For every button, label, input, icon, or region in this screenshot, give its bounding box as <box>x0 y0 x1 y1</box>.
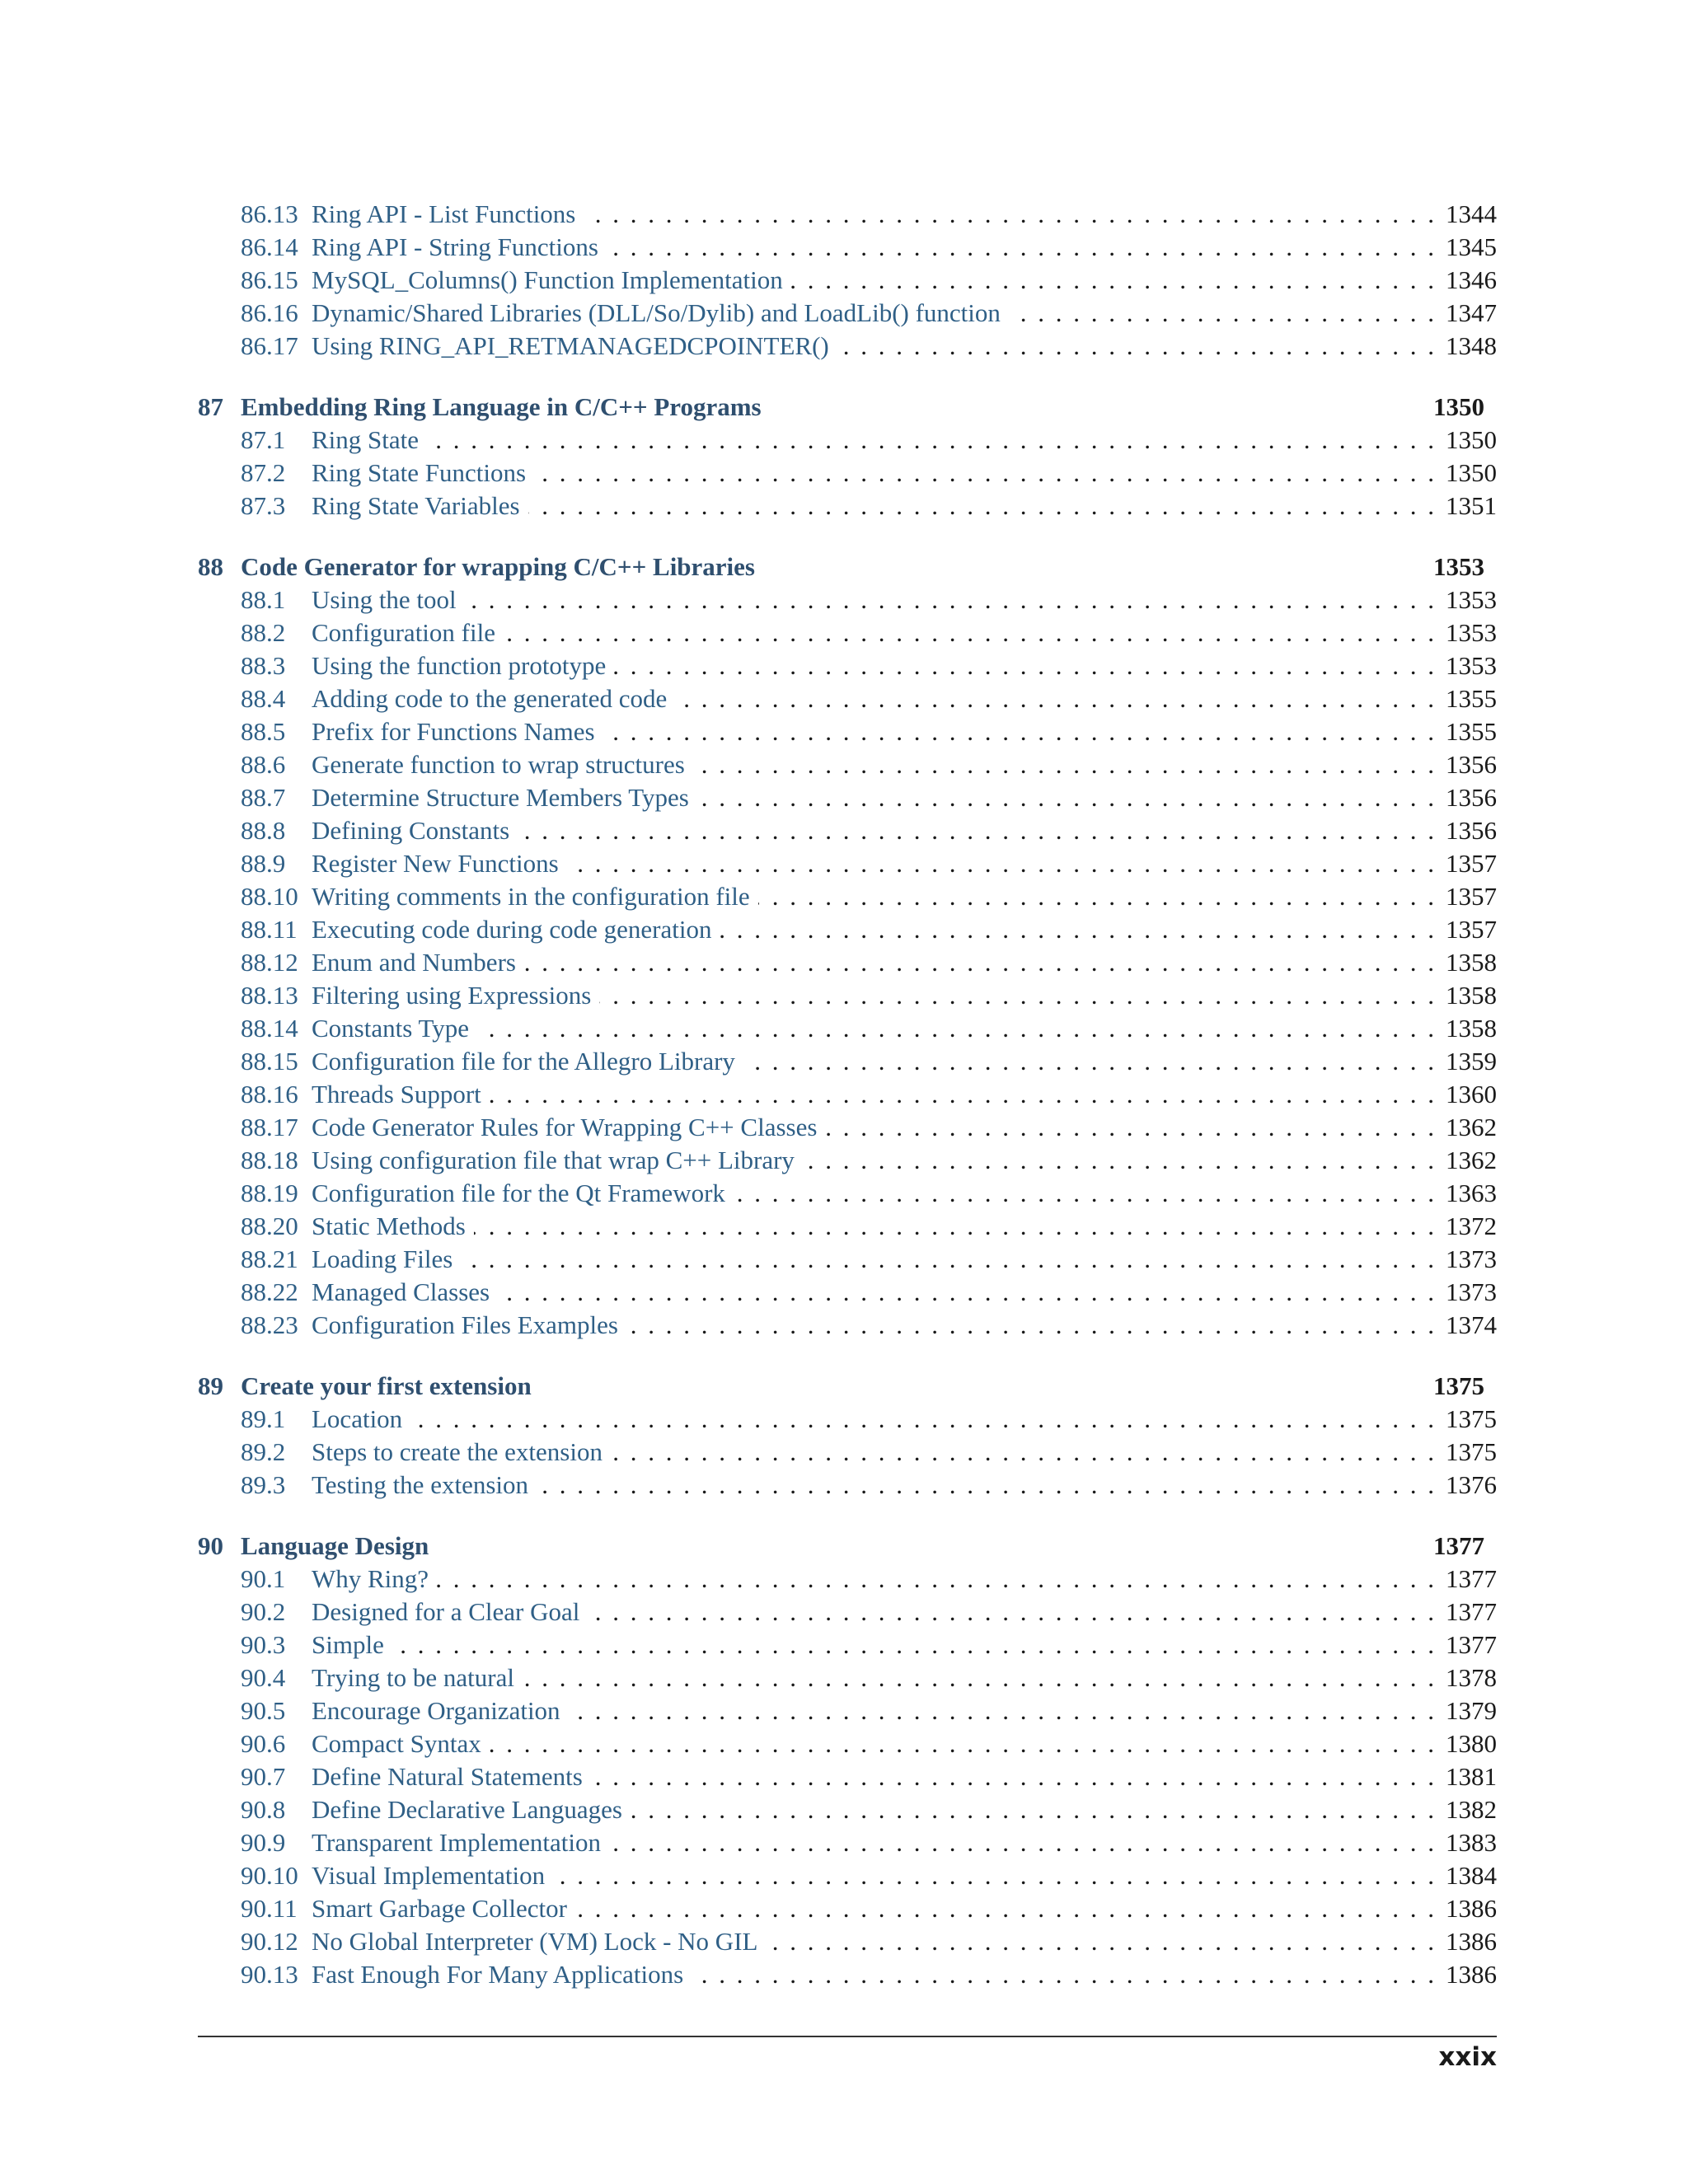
dot-leader <box>599 979 1434 1012</box>
dot-leader <box>631 1793 1434 1826</box>
toc-entry[interactable] <box>198 1859 1497 1892</box>
toc-entry[interactable] <box>198 1925 1497 1958</box>
toc-entry-page: 1360 <box>1446 1080 1497 1108</box>
toc-entry[interactable] <box>198 1596 1497 1629</box>
toc-chapter-number[interactable]: 87 <box>198 392 223 421</box>
toc-entry-number[interactable]: 90.4 <box>241 1663 286 1692</box>
toc-entry-title[interactable]: Location <box>312 1404 403 1433</box>
toc-entry-title[interactable]: Dynamic/Shared Libraries (DLL/So/Dylib) and LoadLib() function <box>312 298 1001 327</box>
dot-leader <box>567 847 1434 880</box>
toc-entry-page: 1375 <box>1446 1437 1497 1466</box>
toc-entry-title[interactable]: Configuration Files Examples <box>312 1310 618 1339</box>
footer-rule <box>198 2036 1497 2037</box>
toc-entry-page: 1386 <box>1446 1960 1497 1989</box>
toc-entry[interactable] <box>198 649 1497 682</box>
toc-entry[interactable] <box>198 231 1497 264</box>
toc-entry-page: 1359 <box>1446 1047 1497 1076</box>
dot-leader <box>675 682 1434 715</box>
toc-entry-title[interactable]: Register New Functions <box>312 849 559 878</box>
toc-entry-title[interactable]: Configuration file <box>312 618 495 647</box>
dot-leader <box>534 457 1434 490</box>
dot-leader <box>626 1309 1434 1342</box>
toc-entry-number[interactable]: 89.1 <box>241 1404 286 1433</box>
toc-entry-title[interactable]: Ring API - List Functions <box>312 199 576 228</box>
toc-entry-page: 1372 <box>1446 1212 1497 1240</box>
dot-leader <box>758 880 1434 913</box>
toc-entry-page: 1346 <box>1446 265 1497 294</box>
toc-entry-number[interactable]: 90.3 <box>241 1630 286 1659</box>
toc-entry-number[interactable]: 88.20 <box>241 1212 298 1240</box>
toc-entry-number[interactable]: 88.13 <box>241 981 298 1010</box>
toc-entry-title[interactable]: Why Ring? <box>312 1564 429 1593</box>
toc-entry-number[interactable]: 88.18 <box>241 1146 298 1174</box>
toc-entry-title[interactable]: Code Generator Rules for Wrapping C++ Classes <box>312 1113 818 1141</box>
toc-entry-title[interactable]: Using RING_API_RETMANAGEDCPOINTER() <box>312 331 829 360</box>
toc-entry-page: 1350 <box>1446 458 1497 487</box>
toc-entry-page: 1356 <box>1446 750 1497 779</box>
toc-entry-page: 1358 <box>1446 1014 1497 1043</box>
toc-entry-page: 1347 <box>1446 298 1497 327</box>
toc-entry-title[interactable]: Visual Implementation <box>312 1861 546 1890</box>
toc-chapter-heading[interactable] <box>198 1530 1497 1563</box>
toc-entry[interactable] <box>198 1661 1497 1694</box>
toc-entry[interactable] <box>198 583 1497 616</box>
dot-leader <box>490 1078 1434 1111</box>
toc-entry-page: 1380 <box>1446 1729 1497 1758</box>
toc-entry-number[interactable]: 90.11 <box>241 1894 298 1923</box>
toc-entry-title[interactable]: Executing code during code generation <box>312 915 712 944</box>
toc-entry-title[interactable]: Define Natural Statements <box>312 1762 583 1791</box>
toc-entry-page: 1355 <box>1446 717 1497 746</box>
toc-entry-title[interactable]: Constants Type <box>312 1014 470 1043</box>
toc-entry-number[interactable]: 88.17 <box>241 1113 298 1141</box>
toc-entry[interactable] <box>198 715 1497 748</box>
toc-chapter-heading[interactable] <box>198 391 1497 424</box>
toc-chapter-title[interactable]: Embedding Ring Language in C/C++ Programs <box>241 392 762 421</box>
dot-leader <box>720 913 1434 946</box>
toc-entry-page: 1375 <box>1446 1404 1497 1433</box>
dot-leader <box>518 814 1434 847</box>
dot-leader <box>477 1012 1434 1045</box>
dot-leader <box>803 1144 1434 1177</box>
toc-chapter-title[interactable]: Create your first extension <box>241 1371 532 1400</box>
dot-leader <box>692 1958 1434 1991</box>
toc-chapter-page: 1375 <box>1433 1371 1484 1400</box>
toc-entry-number[interactable]: 87.3 <box>241 491 286 520</box>
dot-leader <box>553 1859 1434 1892</box>
toc-entry[interactable] <box>198 424 1497 457</box>
dot-leader <box>575 1892 1434 1925</box>
toc-chapter-page: 1353 <box>1433 552 1484 581</box>
dot-leader <box>437 1563 1434 1596</box>
dot-leader <box>837 330 1434 363</box>
toc-entry[interactable] <box>198 814 1497 847</box>
toc-entry[interactable] <box>198 264 1497 297</box>
dot-leader <box>410 1403 1434 1436</box>
toc-entry-page: 1381 <box>1446 1762 1497 1791</box>
toc-entry-number[interactable]: 88.22 <box>241 1277 298 1306</box>
toc-entry-page: 1379 <box>1446 1696 1497 1725</box>
toc-entry-number[interactable]: 88.9 <box>241 849 286 878</box>
dot-leader <box>591 1760 1434 1793</box>
toc-entry-title[interactable]: Smart Garbage Collector <box>312 1894 567 1923</box>
toc-entry-number[interactable]: 89.3 <box>241 1470 286 1499</box>
toc-entry[interactable] <box>198 979 1497 1012</box>
toc-entry-title[interactable]: Determine Structure Members Types <box>312 783 689 812</box>
toc-entry-title[interactable]: Designed for a Clear Goal <box>312 1597 580 1626</box>
toc-entry-number[interactable]: 88.14 <box>241 1014 298 1043</box>
dot-leader <box>474 1210 1434 1243</box>
toc-entry[interactable] <box>198 1177 1497 1210</box>
dot-leader <box>537 1469 1434 1502</box>
toc-entry-page: 1362 <box>1446 1113 1497 1141</box>
toc-chapter-heading[interactable] <box>198 551 1497 583</box>
toc-entry-page: 1357 <box>1446 882 1497 911</box>
toc-entry-title[interactable]: Compact Syntax <box>312 1729 481 1758</box>
toc-chapter-page: 1377 <box>1433 1531 1484 1560</box>
toc-leading-block <box>198 198 1497 363</box>
dot-leader <box>490 1727 1434 1760</box>
toc-entry-page: 1353 <box>1446 585 1497 614</box>
toc-entry-page: 1357 <box>1446 915 1497 944</box>
toc-entry-page: 1383 <box>1446 1828 1497 1857</box>
toc-entry-number[interactable]: 90.13 <box>241 1960 298 1989</box>
toc-entry[interactable] <box>198 1012 1497 1045</box>
toc-entry-title[interactable]: Prefix for Functions Names <box>312 717 595 746</box>
toc-entry-number[interactable]: 90.6 <box>241 1729 286 1758</box>
toc-entry-page: 1357 <box>1446 849 1497 878</box>
toc-entry-title[interactable]: Define Declarative Languages <box>312 1795 622 1824</box>
toc-chapter-number[interactable]: 89 <box>198 1371 223 1400</box>
dot-leader <box>693 748 1434 781</box>
toc-chapter <box>198 1530 1497 1991</box>
toc-entry-number[interactable]: 90.10 <box>241 1861 298 1890</box>
dot-leader <box>584 198 1434 231</box>
toc-entry-page: 1350 <box>1446 425 1497 454</box>
toc-entry-title[interactable]: Fast Enough For Many Applications <box>312 1960 684 1989</box>
toc-entry-number[interactable]: 88.8 <box>241 816 286 845</box>
toc-entry-title[interactable]: Testing the extension <box>312 1470 529 1499</box>
toc-entry-number[interactable]: 88.4 <box>241 684 286 713</box>
toc-entry-number[interactable]: 90.5 <box>241 1696 286 1725</box>
toc-entry-number[interactable]: 90.12 <box>241 1927 298 1956</box>
dot-leader <box>504 616 1434 649</box>
toc-entry-page: 1378 <box>1446 1663 1497 1692</box>
toc-entry-number[interactable]: 88.10 <box>241 882 298 911</box>
toc-entry-page: 1355 <box>1446 684 1497 713</box>
toc-entry-title[interactable]: Encourage Organization <box>312 1696 560 1725</box>
toc-entry-page: 1386 <box>1446 1927 1497 1956</box>
toc-entry[interactable] <box>198 1958 1497 1991</box>
toc-entry[interactable] <box>198 330 1497 363</box>
toc-entry-page: 1374 <box>1446 1310 1497 1339</box>
toc-entry[interactable] <box>198 748 1497 781</box>
toc-entry-title[interactable]: Ring State Functions <box>312 458 527 487</box>
toc-chapter-number[interactable]: 90 <box>198 1531 223 1560</box>
toc-entry-number[interactable]: 88.12 <box>241 948 298 977</box>
toc-entry[interactable] <box>198 1436 1497 1469</box>
toc-chapter <box>198 551 1497 1342</box>
toc-entry-number[interactable]: 88.16 <box>241 1080 298 1108</box>
toc-entry[interactable] <box>198 1727 1497 1760</box>
toc-entry-page: 1382 <box>1446 1795 1497 1824</box>
toc-entry[interactable] <box>198 1563 1497 1596</box>
toc-entry-title[interactable]: No Global Interpreter (VM) Lock - No GIL <box>312 1927 758 1956</box>
toc-chapter <box>198 1370 1497 1502</box>
toc-entry-page: 1386 <box>1446 1894 1497 1923</box>
toc-entry[interactable] <box>198 1144 1497 1177</box>
toc-entry-number[interactable]: 88.19 <box>241 1179 298 1207</box>
toc-entry-number[interactable]: 90.2 <box>241 1597 286 1626</box>
toc-entry[interactable] <box>198 1694 1497 1727</box>
toc-entry[interactable] <box>198 847 1497 880</box>
toc-entry-number[interactable]: 88.11 <box>241 915 298 944</box>
toc-entry-page: 1362 <box>1446 1146 1497 1174</box>
toc-entry-page: 1351 <box>1446 491 1497 520</box>
dot-leader <box>427 424 1434 457</box>
toc-entry-title[interactable]: Using the function prototype <box>312 651 607 680</box>
toc-entry-number[interactable]: 88.3 <box>241 651 286 680</box>
toc-entry-title[interactable]: Filtering using Expressions <box>312 981 592 1010</box>
toc-entry-number[interactable]: 89.2 <box>241 1437 286 1466</box>
toc-entry-number[interactable]: 88.23 <box>241 1310 298 1339</box>
toc-entry-page: 1356 <box>1446 816 1497 845</box>
toc-entry-title[interactable]: Generate function to wrap structures <box>312 750 685 779</box>
toc-entry-number[interactable]: 88.2 <box>241 618 286 647</box>
toc-entry[interactable] <box>198 457 1497 490</box>
dot-leader <box>743 1045 1434 1078</box>
toc-entry[interactable] <box>198 946 1497 979</box>
toc-chapter-title[interactable]: Language Design <box>241 1531 429 1560</box>
toc-entry[interactable] <box>198 781 1497 814</box>
toc-chapter-page: 1350 <box>1433 392 1484 421</box>
toc-entry-number[interactable]: 87.2 <box>241 458 286 487</box>
toc-entry[interactable] <box>198 1793 1497 1826</box>
toc-chapter-heading[interactable] <box>198 1370 1497 1403</box>
toc-entry-title[interactable]: Transparent Implementation <box>312 1828 601 1857</box>
dot-leader <box>791 264 1434 297</box>
toc-chapters <box>198 391 1497 1991</box>
dot-leader <box>465 583 1434 616</box>
dot-leader <box>528 490 1434 523</box>
toc-entry-title[interactable]: Using the tool <box>312 585 457 614</box>
toc-entry-number[interactable]: 88.7 <box>241 783 286 812</box>
toc-entry[interactable] <box>198 913 1497 946</box>
toc-entry[interactable] <box>198 682 1497 715</box>
toc-entry[interactable] <box>198 880 1497 913</box>
dot-leader <box>607 231 1434 264</box>
toc-entry-number[interactable]: 86.13 <box>241 199 298 228</box>
toc-entry-page: 1358 <box>1446 948 1497 977</box>
dot-leader <box>603 715 1434 748</box>
dot-leader <box>569 1694 1434 1727</box>
toc-entry-page: 1377 <box>1446 1630 1497 1659</box>
dot-leader <box>498 1276 1434 1309</box>
toc-entry-number[interactable]: 90.1 <box>241 1564 286 1593</box>
dot-leader <box>611 1436 1434 1469</box>
toc-entry[interactable] <box>198 1403 1497 1436</box>
toc-entry-title[interactable]: Adding code to the generated code <box>312 684 668 713</box>
toc-entry-page: 1348 <box>1446 331 1497 360</box>
toc-entry-title[interactable]: MySQL_Columns() Function Implementation <box>312 265 783 294</box>
toc-entry-number[interactable]: 86.17 <box>241 331 298 360</box>
toc-chapter <box>198 391 1497 523</box>
toc-entry-page: 1356 <box>1446 783 1497 812</box>
toc-entry-title[interactable]: Managed Classes <box>312 1277 490 1306</box>
toc-entry-page: 1377 <box>1446 1564 1497 1593</box>
toc-entry[interactable] <box>198 1111 1497 1144</box>
toc-entry[interactable] <box>198 1760 1497 1793</box>
toc-entry[interactable] <box>198 1309 1497 1342</box>
toc-entry-title[interactable]: Simple <box>312 1630 384 1659</box>
toc-entry[interactable] <box>198 490 1497 523</box>
toc-entry-title[interactable]: Ring State <box>312 425 420 454</box>
toc-entry-title[interactable]: Ring API - String Functions <box>312 232 598 261</box>
dot-leader <box>734 1177 1434 1210</box>
toc-entry-number[interactable]: 88.1 <box>241 585 286 614</box>
toc-entry-number[interactable]: 86.14 <box>241 232 298 261</box>
toc-entry-page: 1344 <box>1446 199 1497 228</box>
dot-leader <box>697 781 1434 814</box>
toc-entry-title[interactable]: Writing comments in the configuration file <box>312 882 750 911</box>
toc-entry-title[interactable]: Using configuration file that wrap C++ Library <box>312 1146 795 1174</box>
toc-entry-number[interactable]: 86.15 <box>241 265 298 294</box>
dot-leader <box>461 1243 1434 1276</box>
toc-entry[interactable] <box>198 297 1497 330</box>
toc-entry[interactable] <box>198 1210 1497 1243</box>
toc-entry-page: 1363 <box>1446 1179 1497 1207</box>
dot-leader <box>825 1111 1434 1144</box>
dot-leader <box>588 1596 1434 1629</box>
toc-entry[interactable] <box>198 1276 1497 1309</box>
toc-entry-number[interactable]: 88.6 <box>241 750 286 779</box>
toc-entry[interactable] <box>198 1045 1497 1078</box>
toc-chapter-title[interactable]: Code Generator for wrapping C/C++ Libraries <box>241 552 755 581</box>
toc-entry-page: 1373 <box>1446 1277 1497 1306</box>
dot-leader <box>523 1661 1434 1694</box>
toc-entry-number[interactable]: 88.5 <box>241 717 286 746</box>
toc-entry[interactable] <box>198 1892 1497 1925</box>
toc-entry-page: 1358 <box>1446 981 1497 1010</box>
toc-entry-title[interactable]: Trying to be natural <box>312 1663 514 1692</box>
toc-entry-page: 1377 <box>1446 1597 1497 1626</box>
toc-entry-title[interactable]: Defining Constants <box>312 816 510 845</box>
toc-entry-title[interactable]: Loading Files <box>312 1244 453 1273</box>
toc-entry-page: 1376 <box>1446 1470 1497 1499</box>
toc-entry-title[interactable]: Configuration file for the Allegro Library <box>312 1047 735 1076</box>
toc-entry-title[interactable]: Steps to create the extension <box>312 1437 603 1466</box>
toc-entry-page: 1353 <box>1446 618 1497 647</box>
toc-entry-title[interactable]: Static Methods <box>312 1212 466 1240</box>
toc-entry[interactable] <box>198 1469 1497 1502</box>
toc-entry-page: 1345 <box>1446 232 1497 261</box>
toc-entry-number[interactable]: 88.15 <box>241 1047 298 1076</box>
toc-entry-number[interactable]: 90.8 <box>241 1795 286 1824</box>
table-of-contents <box>198 198 1497 1991</box>
page-number: xxix <box>1438 2042 1497 2072</box>
toc-entry-page: 1353 <box>1446 651 1497 680</box>
dot-leader <box>392 1629 1434 1661</box>
toc-entry[interactable] <box>198 1826 1497 1859</box>
toc-entry[interactable] <box>198 198 1497 231</box>
toc-entry-number[interactable]: 90.9 <box>241 1828 286 1857</box>
toc-entry[interactable] <box>198 1629 1497 1661</box>
dot-leader <box>1009 297 1434 330</box>
toc-chapter-number[interactable]: 88 <box>198 552 223 581</box>
toc-entry-title[interactable]: Enum and Numbers <box>312 948 516 977</box>
toc-entry-number[interactable]: 88.21 <box>241 1244 298 1273</box>
toc-entry-number[interactable]: 86.16 <box>241 298 298 327</box>
dot-leader <box>766 1925 1434 1958</box>
toc-entry-number[interactable]: 87.1 <box>241 425 286 454</box>
toc-entry[interactable] <box>198 1078 1497 1111</box>
toc-entry-page: 1373 <box>1446 1244 1497 1273</box>
toc-entry-page: 1384 <box>1446 1861 1497 1890</box>
toc-entry[interactable] <box>198 1243 1497 1276</box>
toc-entry-title[interactable]: Threads Support <box>312 1080 481 1108</box>
toc-entry-title[interactable]: Configuration file for the Qt Framework <box>312 1179 725 1207</box>
toc-entry[interactable] <box>198 616 1497 649</box>
toc-entry-title[interactable]: Ring State Variables <box>312 491 520 520</box>
dot-leader <box>524 946 1434 979</box>
toc-entry-number[interactable]: 90.7 <box>241 1762 286 1791</box>
dot-leader <box>614 649 1434 682</box>
dot-leader <box>609 1826 1434 1859</box>
